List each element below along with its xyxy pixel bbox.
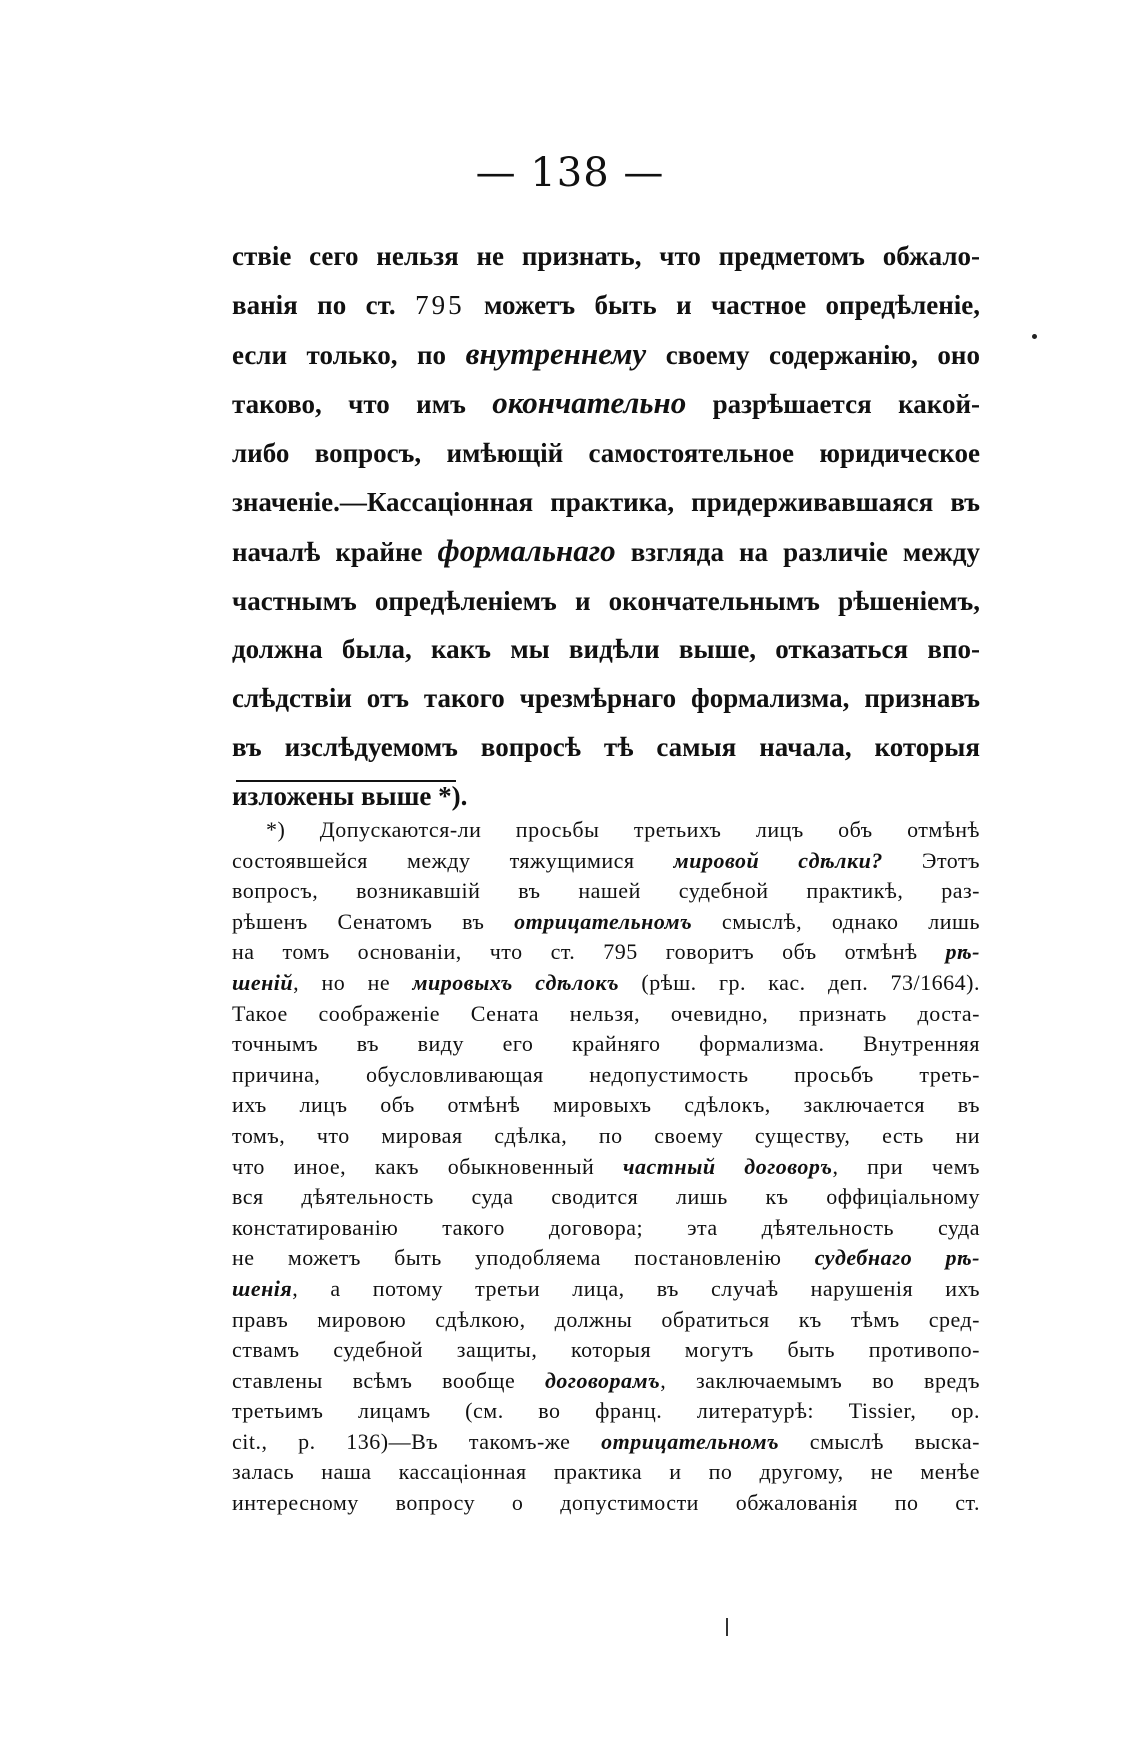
text-line: интересному вопросу о допустимости обжалованія по ст.	[232, 1490, 980, 1516]
text-line: значеніе.—Кассаціонная практика, придерживавшаяся въ	[232, 486, 980, 517]
text-line: должна была, какъ мы видѣли выше, отказаться впо-	[232, 634, 980, 665]
text-line: частнымъ опредѣленіемъ и окончательнымъ рѣшеніемъ,	[232, 585, 980, 616]
main-paragraph	[232, 232, 980, 821]
text-line: ихъ лицъ объ отмѣнѣ мировыхъ сдѣлокъ, заключается въ	[232, 1092, 980, 1118]
text-line: что иное, какъ обыкновенный частный договоръ, при чемъ	[232, 1153, 980, 1179]
emphasis: рѣ-	[945, 939, 980, 965]
page-number: — 138 —	[475, 150, 665, 196]
emphasis: отрицательномъ	[601, 1428, 780, 1454]
text-line: ванія по ст. 795 можетъ быть и частное опредѣленіе,	[232, 289, 980, 320]
emphasis: шенія	[232, 1275, 293, 1301]
emphasis: частный договоръ	[622, 1153, 833, 1179]
emphasis: мировыхъ сдѣлокъ	[412, 969, 620, 995]
text-line: рѣшенъ Сенатомъ въ отрицательномъ смыслѣ, однако лишь	[232, 908, 980, 934]
text-line: залась наша кассаціонная практика и по другому, не менѣе	[232, 1459, 980, 1485]
text-line: либо вопросъ, имѣющій самостоятельное юридическое	[232, 438, 980, 469]
ink-speck	[1032, 334, 1037, 339]
footnote	[232, 815, 980, 1519]
text-line: причина, обусловливающая недопустимость просьбъ треть-	[232, 1061, 980, 1087]
emphasis: мировой сдѣлки?	[673, 847, 883, 873]
emphasis: окончательно	[492, 385, 687, 421]
emphasis: договорамъ	[544, 1367, 661, 1393]
text-line: *) Допускаются-ли просьбы третьихъ лицъ объ отмѣнѣ	[266, 817, 980, 842]
text-line: если только, по внутреннему своему содержанію, оно	[232, 335, 980, 371]
text-line: вопросъ, возникавшій въ нашей судебной практикѣ, раз-	[232, 878, 980, 904]
text-line: ствамъ судебной защиты, которыя могутъ быть противопо-	[232, 1337, 980, 1363]
text-line: ставлены всѣмъ вообще договорамъ, заключаемымъ во вредъ	[232, 1367, 980, 1393]
text-line: слѣдствіи отъ такого чрезмѣрнаго формализма, признавъ	[232, 683, 980, 714]
article-number: 795	[415, 289, 465, 320]
text-line: на томъ основаніи, что ст. 795 говоритъ объ отмѣнѣ рѣ-	[232, 939, 980, 965]
emphasis: внутреннему	[465, 335, 647, 371]
text-line: правъ мировою сдѣлкою, должны обратиться къ тѣмъ сред-	[232, 1306, 980, 1332]
text-line: точнымъ въ виду его крайняго формализма. Внутренняя	[232, 1031, 980, 1057]
text-line: ствіе сего нельзя не признать, что предметомъ обжало-	[232, 241, 980, 271]
text-line: cit., p. 136)—Въ такомъ-же отрицательномъ смыслѣ выска-	[232, 1428, 980, 1454]
text-line: шеній, но не мировыхъ сдѣлокъ (рѣш. гр. кас. деп. 73/1664).	[232, 969, 980, 995]
text-line: началѣ крайне формальнаго взгляда на различіе между	[232, 532, 981, 568]
text-line: не можетъ быть уподобляема постановленію судебнаго рѣ-	[232, 1245, 980, 1271]
emphasis: отрицательномъ	[514, 908, 693, 934]
text-line: вся дѣятельность суда сводится лишь къ оффиціальному	[232, 1184, 980, 1210]
text-line: шенія, а потому третьи лица, въ случаѣ нарушенія ихъ	[232, 1275, 980, 1301]
text-line: таково, что имъ окончательно разрѣшается какой-	[232, 385, 980, 421]
emphasis: шеній	[232, 969, 294, 995]
ink-speck	[726, 1618, 728, 1636]
text-line: въ изслѣдуемомъ вопросѣ тѣ самыя начала, которыя	[232, 731, 980, 762]
footnote-separator	[236, 780, 456, 782]
text-line: констатированію такого договора; эта дѣятельность суда	[232, 1214, 980, 1240]
emphasis: формальнаго	[437, 532, 616, 568]
text-line: третьимъ лицамъ (см. во франц. литературѣ: Tissier, op.	[232, 1398, 980, 1424]
text-line: Такое соображеніе Сената нельзя, очевидно, признать доста-	[232, 1000, 980, 1026]
emphasis: судебнаго рѣ-	[814, 1245, 980, 1271]
text-line: изложены выше *).	[232, 780, 468, 811]
text-line: томъ, что мировая сдѣлка, по своему существу, есть ни	[232, 1122, 980, 1148]
text-line: состоявшейся между тяжущимися мировой сдѣлки? Этотъ	[232, 847, 980, 873]
